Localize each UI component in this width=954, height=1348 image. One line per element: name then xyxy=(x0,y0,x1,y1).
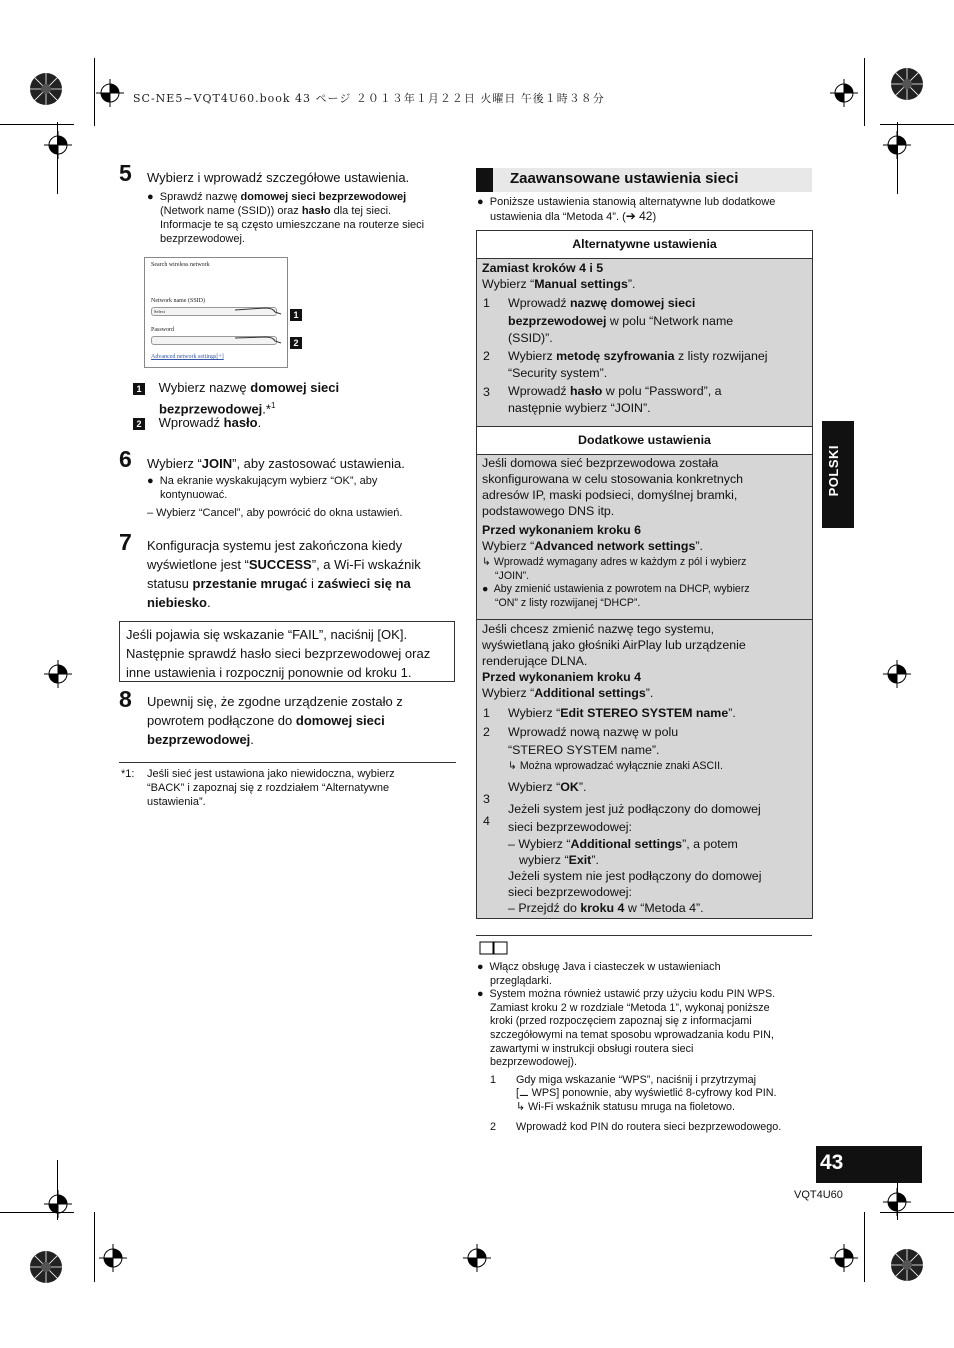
color-rose-mark-icon xyxy=(29,1250,63,1284)
additional-settings-box xyxy=(476,426,813,919)
page-number: 43 xyxy=(820,1151,844,1174)
password-label: Password xyxy=(151,327,175,333)
crop-line xyxy=(864,1212,865,1282)
bullet-icon: ● xyxy=(477,988,484,1001)
screen-title: Search wireless network xyxy=(151,262,210,268)
registration-mark-icon xyxy=(44,660,72,688)
result-arrow-icon: ↳ xyxy=(482,556,491,568)
crop-line xyxy=(94,1212,95,1282)
network-settings-screen-illustration xyxy=(144,257,288,368)
color-rose-mark-icon xyxy=(890,67,924,101)
crop-line xyxy=(0,124,74,125)
registration-mark-icon xyxy=(830,79,858,107)
step-title: Wybierz “JOIN”, aby zastosować ustawienia. xyxy=(147,456,405,471)
crop-line xyxy=(57,122,58,194)
result-arrow-icon: ↳ xyxy=(508,760,517,772)
ssid-label: Network name (SSID) xyxy=(151,298,205,304)
step5-item1-cont: bezprzewodowej.*$^1$ xyxy=(159,401,276,417)
intro-note: ● Poniższe ustawienia stanowią alternatywne lub dodatkowe ustawienia dla “Metoda 4”. (➔ 42) xyxy=(477,196,776,223)
add-header: Dodatkowe ustawienia xyxy=(477,427,812,455)
callout-marker: 1 xyxy=(290,309,302,321)
print-header: SC-NE5~VQT4U60.book 43 ページ ２０１３年１月２２日 火曜日 午後１時３８分 xyxy=(133,92,605,105)
notes-list: ● Włącz obsługę Java i ciasteczek w ustawieniach przeglądarki. ● System można również ustawić przy użyciu kodu PIN WPS. Zamiast kroku 2 w rozdziale “Metoda 1”, wykonaj poniższe kroki (przed rozpoczęciem zapoznaj się z informacjami szczegółowymi na temat sposobu wprowadzania kodu PIN, zawartymi w instrukcji obsługi routera sieci bezprzewodowej). 1 Gdy miga wskazanie “WPS”, naciśnij i przytrzymaj [⚊ WPS] ponownie, aby wyświetlić 8-cyfrowy kod PIN. ↳ Wi-Fi wskaźnik statusu mruga na fioletowo. 2 Wprowadź kod PIN do routera sieci bezprzewodowego. xyxy=(477,961,782,1133)
section-title: Zaawansowane ustawienia sieci xyxy=(510,170,739,187)
step5-item2: 2 Wprowadź hasło. xyxy=(133,413,261,432)
alternative-settings-box xyxy=(476,230,813,428)
registration-mark-icon xyxy=(463,1244,491,1272)
step6-note: ● Na ekranie wyskakującym wybierz “OK”, aby kontynuować. – Wybierz “Cancel”, aby powrócić do okna ustawień. xyxy=(147,475,403,519)
bullet-icon: ● xyxy=(147,191,154,203)
notes-divider xyxy=(476,935,812,936)
footnote-text: Jeśli sieć jest ustawiona jako niewidoczna, wybierz “BACK” i zapoznaj się z rozdziałem “Alternatywne ustawienia”. xyxy=(147,768,395,808)
language-side-tab xyxy=(822,421,854,528)
section-header xyxy=(476,168,812,192)
registration-mark-icon xyxy=(830,1244,858,1272)
registration-mark-icon xyxy=(96,79,124,107)
color-rose-mark-icon xyxy=(29,72,63,106)
step5-note: ● Sprawdź nazwę domowej sieci bezprzewodowej (Network name (SSID)) oraz hasło dla tej sieci. Informacje te są często umieszczane na routerze sieci bezprzewodowej. xyxy=(147,191,425,245)
language-label: POLSKI xyxy=(826,445,841,497)
registration-mark-icon xyxy=(99,1244,127,1272)
page-number-box xyxy=(816,1146,922,1183)
alt-header: Alternatywne ustawienia xyxy=(477,231,812,259)
crop-line xyxy=(0,1212,74,1213)
registration-mark-icon xyxy=(44,1190,72,1218)
step-number: 6 xyxy=(119,446,132,472)
step-number: 8 xyxy=(119,686,132,712)
section-header-bar xyxy=(476,168,493,192)
crop-line xyxy=(880,124,954,125)
crop-line xyxy=(57,1160,58,1220)
item-marker: 1 xyxy=(133,383,145,395)
step-title: Wybierz i wprowadź szczegółowe ustawienia. xyxy=(147,170,410,185)
document-code: VQT4U60 xyxy=(794,1189,843,1201)
crop-line xyxy=(94,58,95,126)
ssid-dropdown[interactable]: Select xyxy=(151,307,277,316)
crop-line xyxy=(880,1212,954,1213)
bullet-icon: ● xyxy=(477,961,484,973)
pointing-hand-icon xyxy=(235,302,287,352)
footnote-mark: *1: xyxy=(121,768,135,780)
footnote-divider xyxy=(119,762,456,763)
add-section-ip: Jeśli domowa sieć bezprzewodowa została skonfigurowana w celu stosowania konkretnych adresów IP, maski podsieci, domyślnej bramki, podstawowego DNS itp. Przed wykonaniem kroku 6 Wybierz “Advanced network settings”. ↳ Wprowadź wymagany adres w każdym z pól i wybierz “JOIN”. ● Aby zmienić ustawienia z powrotem na DHCP, wybierz “ON” z listy rozwijanej “DHCP”. xyxy=(477,455,812,620)
step-number: 7 xyxy=(119,529,132,555)
step8-text: Upewnij się, że zgodne urządzenie zostało z powrotem podłączone do domowej sieci bezprzewodowej. xyxy=(147,694,403,747)
result-arrow-icon: ↳ xyxy=(516,1100,526,1113)
step-number: 5 xyxy=(119,160,132,186)
bullet-icon: ● xyxy=(147,475,154,487)
add-section-name: Jeśli chcesz zmienić nazwę tego systemu, wyświetlaną jako głośniki AirPlay lub urządzenie renderujące DLNA. Przed wykonaniem kroku 4 Wybierz “Additional settings”. 1 Wybierz “Edit STEREO SYSTEM name”. 2 Wprowadź nową nazwę w polu “STEREO SYSTEM name”. ↳ Można wprowadzać wyłącznie znaki ASCII. 3 Wybierz “OK”. 4 Jeżeli system jest już podłączony do domowej sieci bezprzewodowej: – Wybierz “Additional settings”, a potem wybierz “Exit”. Jeżeli system nie jest podłączony do domowej sieci bezprzewodowej: – Przejdź do kroku 4 w “Metoda 4”. xyxy=(477,620,812,918)
registration-mark-icon xyxy=(883,660,911,688)
book-note-icon xyxy=(479,941,509,956)
color-rose-mark-icon xyxy=(890,1248,924,1282)
advanced-settings-link[interactable]: Advanced network settings[+] xyxy=(151,354,224,360)
crop-line xyxy=(864,58,865,126)
fail-note-box: Jeśli pojawia się wskazanie “FAIL”, naciśnij [OK]. Następnie sprawdź hasło sieci bezprzewodowej oraz inne ustawienia i rozpocznij ponownie od kroku 1. xyxy=(119,621,455,682)
step5-item1: 1 Wybierz nazwę domowej sieci xyxy=(133,378,339,397)
registration-mark-icon xyxy=(44,131,72,159)
alt-body: Zamiast kroków 4 i 5 Wybierz “Manual settings”. 1 Wprowadź nazwę domowej sieci bezprzewodowej w polu “Network name (SSID)”. 2 Wybierz metodę szyfrowania z listy rozwijanej “Security system”. 3 Wprowadź hasło w polu “Password”, a następnie wybierz “JOIN”. xyxy=(477,259,812,428)
bullet-icon: ● xyxy=(477,196,484,208)
step7-text: Konfiguracja systemu jest zakończona kiedy wyświetlone jest “SUCCESS”, a Wi-Fi wskaźnik statusu przestanie mrugać i zaświeci się na niebiesko. xyxy=(147,538,421,610)
callout-marker: 2 xyxy=(290,337,302,349)
crop-line xyxy=(897,122,898,194)
bullet-icon: ● xyxy=(482,583,489,595)
item-marker: 2 xyxy=(133,418,145,430)
